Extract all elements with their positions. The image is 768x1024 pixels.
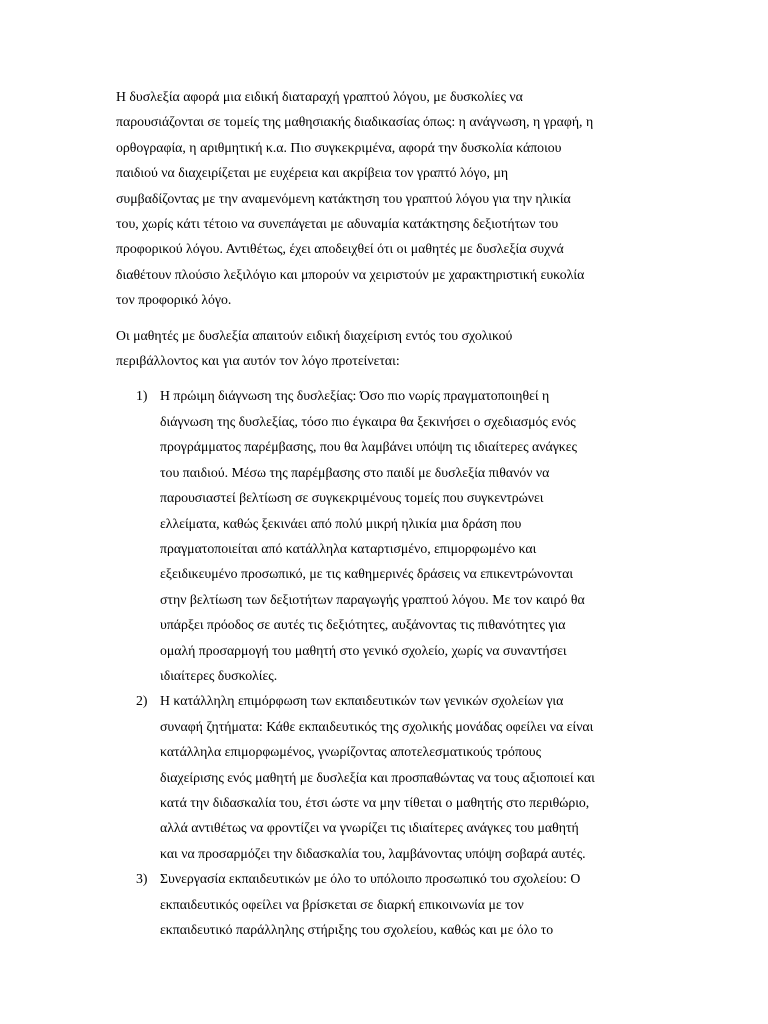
- paragraph-requirements: Οι μαθητές με δυσλεξία απαιτούν ειδική διαχείριση εντός του σχολικού περιβάλλοντος και για αυτόν τον λόγο προτείνεται:: [116, 327, 513, 369]
- list-item-text: Η πρώιμη διάγνωση της δυσλεξίας: Όσο πιο νωρίς πραγματοποιηθεί η διάγνωση της δυσλεξίας, τόσο πιο έγκαιρα θα ξεκινήσει ο σχεδιασμός ενός προγράμματος παρέμβασης, που θα λαμβάνει υπόψη τις ιδιαίτερες ανάγκες του παιδιού. Μέσω της παρέμβασης στο παιδί με δυσλεξία πιθανόν να παρουσιαστεί βελτίωση σε συγκεκριμένους τομείς που συγκεντρώνει ελλείματα, καθώς ξεκινάει από πολύ μικρή ηλικία μια δράση που πραγματοποιείται από κατάλληλα καταρτισμένο, επιμορφωμένο και εξειδικευμένο προσωπικό, με τις καθημερινές δράσεις να επικεντρώνονται στην βελτίωση των δεξιοτήτων παραγωγής γραπτού λόγου. Με τον καιρό θα υπάρξει πρόοδος σε αυτές τις δεξιότητες, αυξάνοντας τις πιθανότητες για ομαλή προσαρμογή του μαθητή στο γενικό σχολείο, χωρίς να συναντήσει ιδιαίτερες δυσκολίες.: [160, 388, 585, 683]
- list-item: [116, 866, 654, 942]
- list-item: [116, 688, 654, 866]
- list-item: [116, 383, 654, 688]
- paragraph-intro: Η δυσλεξία αφορά μια ειδική διαταραχή γραπτού λόγου, με δυσκολίες να παρουσιάζονται σε τομείς της μαθησιακής διαδικασίας όπως: η ανάγνωση, η γραφή, η ορθογραφία, η αριθμητική κ.α. Πιο συγκεκριμένα, αφορά την δυσκολία κάποιου παιδιού να διαχειρίζεται με ευχέρεια και ακρίβεια τον γραπτό λόγο, μη συμβαδίζοντας με την αναμενόμενη κατάκτηση του γραπτού λόγου για την ηλικία του, χωρίς κάτι τέτοιο να συνεπάγεται με αδυναμία κατάκτησης δεξιοτήτων του προφορικού λόγου. Αντιθέτως, έχει αποδειχθεί ότι οι μαθητές με δυσλεξία συχνά διαθέτουν πλούσιο λεξιλόγιο και μπορούν να χειριστούν με χαρακτηριστική ευκολία τον προφορικό λόγο.: [116, 89, 594, 308]
- list-item-number: 3): [136, 871, 148, 887]
- list-item-number: 2): [136, 693, 148, 709]
- list-item-text: Συνεργασία εκπαιδευτικών με όλο το υπόλοιπο προσωπικό του σχολείου: Ο εκπαιδευτικός οφείλει να βρίσκεται σε διαρκή επικοινωνία με τον εκπαιδευτικό παράλληλης στήριξης του σχολείου, καθώς και με όλο το: [160, 871, 581, 937]
- numbered-list: [116, 383, 654, 942]
- list-item-number: 1): [136, 388, 148, 404]
- list-item-text: Η κατάλληλη επιμόρφωση των εκπαιδευτικών των γενικών σχολείων για συναφή ζητήματα: Κάθε εκπαιδευτικός της σχολικής μονάδας οφείλει να είναι κατάλληλα επιμορφωμένος, γνωρίζοντας αποτελεσματικούς τρόπους διαχείρισης ενός μαθητή με δυσλεξία και προσπαθώντας να τους αξιοποιεί και κατά την διδασκαλία του, έτσι ώστε να μην τίθεται ο μαθητής στο περιθώριο, αλλά αντιθέτως να φροντίζει να γνωρίζει τις ιδιαίτερες ανάγκες του μαθητή και να προσαρμόζει την διδασκαλία του, λαμβάνοντας υπόψη σοβαρά αυτές.: [160, 693, 595, 861]
- document-body: [116, 84, 654, 942]
